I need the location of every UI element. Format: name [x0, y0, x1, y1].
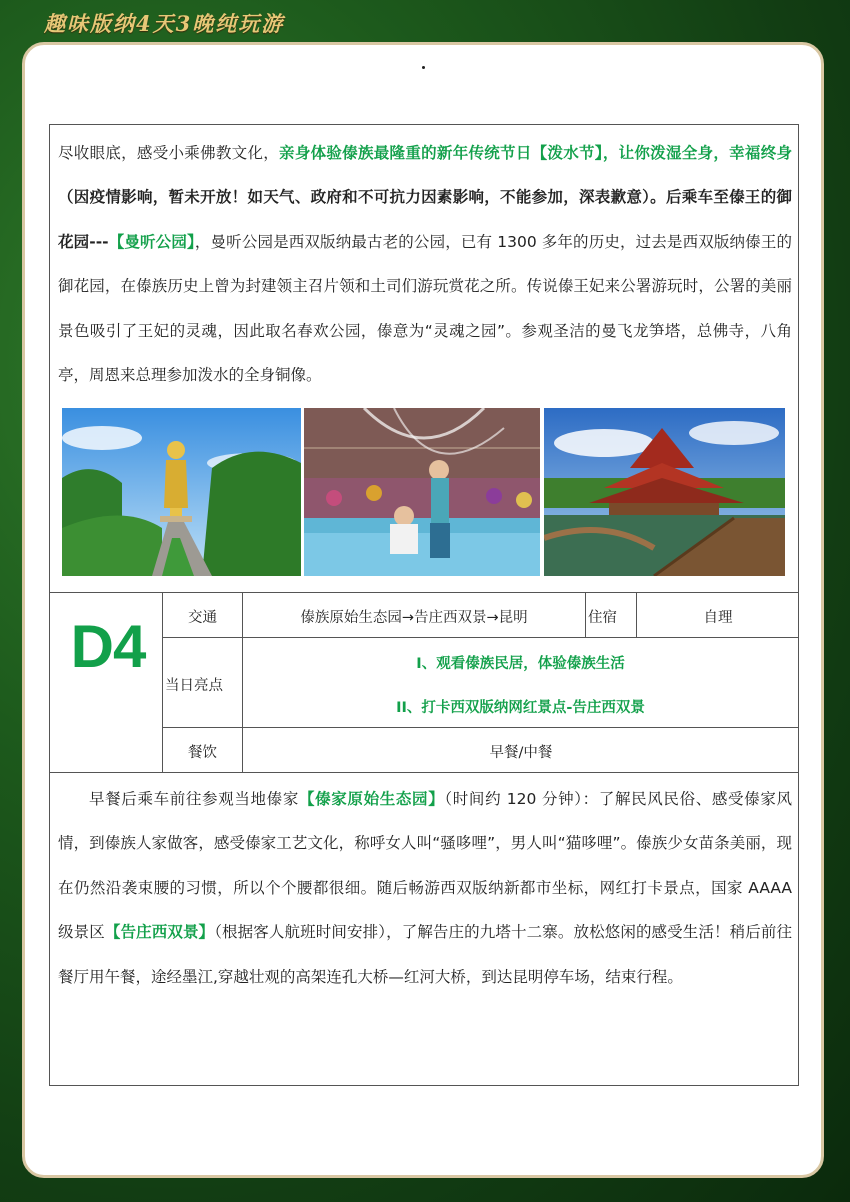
intro-text-1: 尽收眼底，感受小乘佛教文化，: [58, 144, 280, 162]
table-bottom-border: [49, 772, 799, 773]
lodging-label: 住宿: [588, 610, 617, 626]
details-text-1: 早餐后乘车前往参观当地傣家: [89, 790, 299, 808]
buddha-statue-photo: [62, 408, 301, 576]
gaozhuang-highlight: 【告庄西双景】: [104, 923, 215, 942]
day-label: D4: [70, 613, 146, 680]
intro-text-3: ，曼听公园是西双版纳最古老的公园，已有 1300 多年的历史，过去是西双版纳傣王的御花园，在傣族历史上曾为封建领主召片领和土司们游玩赏花之所。传说傣王妃来公署游玩时，公署的美丽景色吸引了王妃的灵魂，因此取名春欢公园，傣意为“灵魂之园”。参观圣洁的曼飞龙笋塔，总佛寺，八角亭，周恩来总理参加泼水的全身铜像。: [58, 232, 792, 385]
water-festival-photo: [304, 408, 540, 576]
water-festival-highlight: 亲身体验傣族最隆重的新年传统节日【泼水节】，让你泼湿全身，幸福终身: [279, 144, 792, 162]
table-row-divider: [162, 637, 799, 638]
details-text-3: （根据客人航班时间安排），了解告庄的九塔十二寨。放松悠闲的感受生活！稍后前往餐厅用午餐，途经墨江,穿越壮观的高架连孔大桥—红河大桥，到达昆明停车场，结束行程。: [58, 923, 792, 986]
page-dot: [422, 66, 425, 69]
intro-paragraph: [58, 131, 792, 397]
highlights-label: 当日亮点: [165, 678, 223, 694]
pavilion-photo: [544, 408, 785, 576]
dai-eco-park-highlight: 【傣家原始生态园】: [298, 790, 445, 808]
table-row-divider: [162, 727, 799, 728]
lodging-value: 自理: [703, 610, 733, 626]
brochure-title: 趣味版纳4天3晚纯玩游: [44, 11, 285, 36]
meals-label: 餐饮: [188, 745, 217, 761]
highlight-item: I、观看傣族民居，体验傣族生活: [416, 656, 625, 672]
meals-value: 早餐/中餐: [489, 745, 553, 761]
transport-value: 傣族原始生态园→告庄西双景→昆明: [300, 610, 528, 626]
intro-notice: （因疫情影响，暂未开放！如天气、政府和不可抗力因素影响，不能参加，深表歉意）。后乘车至傣王的御花园---: [58, 188, 792, 251]
highlight-item: II、打卡西双版纳网红景点-告庄西双景: [396, 700, 645, 716]
transport-label: 交通: [188, 610, 217, 626]
day-details-paragraph: [58, 777, 792, 999]
manting-park-highlight: 【曼听公园】: [108, 232, 195, 251]
details-text-2: （时间约 120 分钟）：了解民风民俗、感受傣家风情，到傣族人家做客，感受傣家工艺文化，称呼女人叫“骚哆哩”，男人叫“猫哆哩”。傣族少女苗条美丽，现在仍然沿袭束腰的习惯，所以个个腰都很细。随后畅游西双版纳新都市坐标，网红打卡景点，国家 AAAA 级景区: [58, 790, 792, 942]
